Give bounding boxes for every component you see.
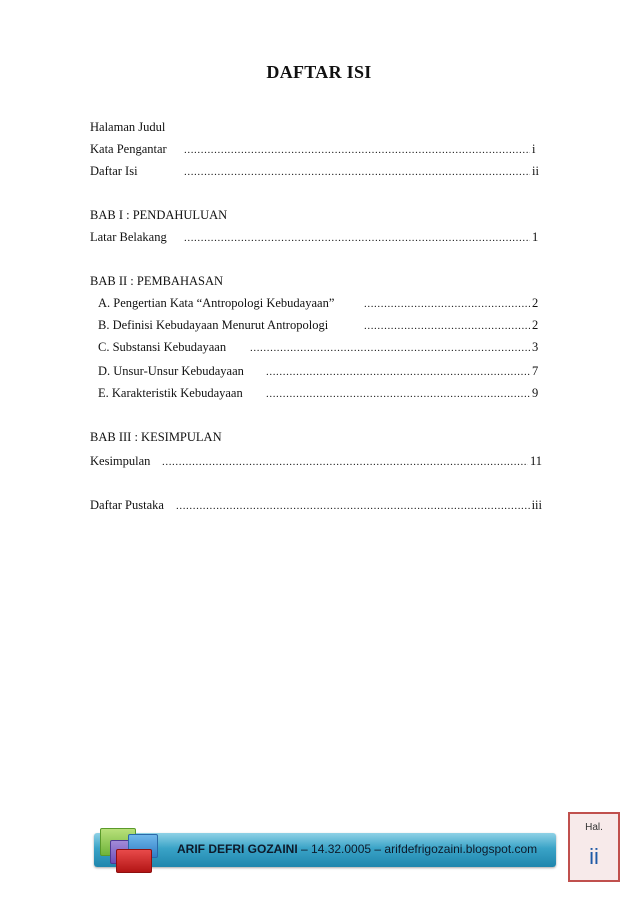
page-title: DAFTAR ISI [266, 62, 372, 82]
toc-entry-label: C. Substansi Kebudayaan [98, 340, 227, 354]
page-number: ii [589, 844, 599, 869]
toc-entry-page: 2 [532, 318, 539, 332]
toc-leader-dots [162, 456, 528, 468]
toc-leader-dots [364, 298, 530, 310]
toc-entry-definisi [98, 318, 542, 334]
toc-entry-page: i [532, 142, 536, 156]
toc-entry-page: 11 [529, 454, 542, 468]
toc-leader-dots [176, 500, 530, 512]
toc-entry-daftar-isi [90, 164, 542, 180]
toc-leader-dots [250, 342, 530, 354]
page-number-box [568, 812, 620, 882]
toc-entry-label: Daftar Isi [90, 164, 138, 178]
toc-entry-kata-pengantar [90, 142, 542, 158]
toc-entry-page: 9 [532, 386, 539, 400]
toc-entry-page: 3 [532, 340, 539, 354]
footer-details: – 14.32.0005 – arifdefrigozaini.blogspot.com [297, 842, 538, 856]
toc-entry-page: ii [532, 164, 539, 178]
toc-leader-dots [364, 320, 530, 332]
toc-entry-substansi [98, 340, 542, 356]
toc-entry-label: Kesimpulan [90, 454, 151, 468]
toc-leader-dots [184, 144, 530, 156]
toc-entry-label: Latar Belakang [90, 230, 167, 244]
section-heading-bab-2: BAB II : PEMBAHASAN [90, 274, 224, 288]
footer-text [177, 842, 537, 856]
footer-author: ARIF DEFRI GOZAINI [177, 842, 298, 856]
toc-leader-dots [266, 388, 530, 400]
logo-square-red [116, 849, 152, 873]
toc-entry-page: 1 [532, 230, 539, 244]
toc-entry-label: Kata Pengantar [90, 142, 167, 156]
toc-entry-pengertian [98, 296, 542, 312]
toc-entry-page: 7 [532, 364, 539, 378]
toc-entry-label: D. Unsur-Unsur Kebudayaan [98, 364, 244, 378]
toc-entry-label: B. Definisi Kebudayaan Menurut Antropologi [98, 318, 329, 332]
toc-leader-dots [266, 366, 530, 378]
toc-entry-label: E. Karakteristik Kebudayaan [98, 386, 243, 400]
toc-entry-daftar-pustaka [90, 498, 542, 514]
section-heading-bab-3: BAB III : KESIMPULAN [90, 430, 222, 444]
toc-leader-dots [184, 166, 530, 178]
toc-entry-page: 2 [532, 296, 539, 310]
toc-entry-halaman-judul: Halaman Judul [90, 120, 166, 134]
toc-entry-latar-belakang [90, 230, 542, 246]
toc-entry-kesimpulan [90, 454, 542, 470]
toc-entry-label: A. Pengertian Kata “Antropologi Kebudayaan” [98, 296, 335, 310]
toc-entry-karakteristik [98, 386, 542, 402]
toc-entry-unsur-unsur [98, 364, 542, 380]
toc-leader-dots [184, 232, 530, 244]
toc-entry-page: iii [531, 498, 542, 512]
toc-entry-label: Daftar Pustaka [90, 498, 164, 512]
section-heading-bab-1: BAB I : PENDAHULUAN [90, 208, 228, 222]
page-number-label: Hal. [585, 822, 603, 833]
